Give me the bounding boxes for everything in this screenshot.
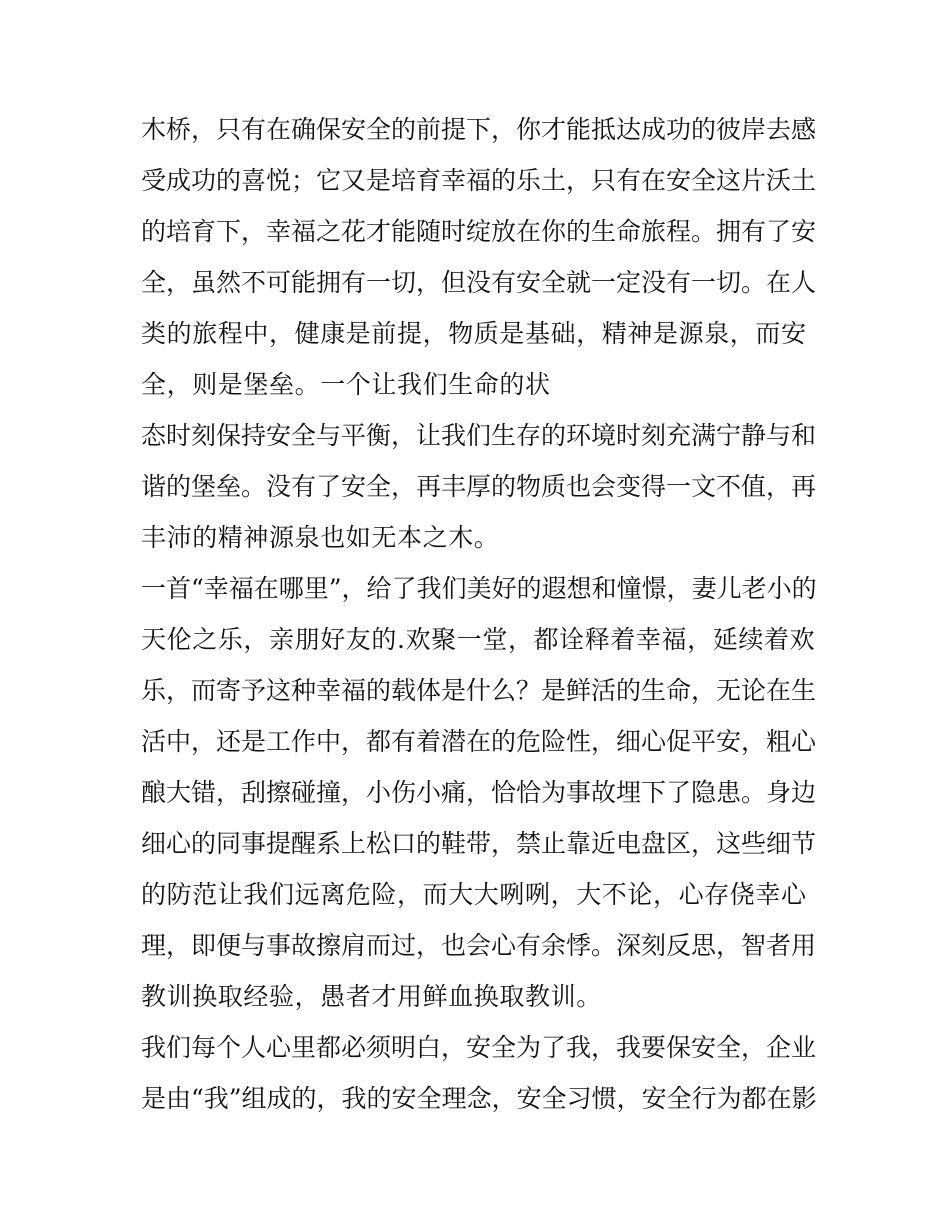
text-line: 天伦之乐，亲朋好友的.欢聚一堂，都诠释着幸福，延续着欢 xyxy=(141,625,816,654)
text-line: 酿大错，刮擦碰撞，小伤小痛，恰恰为事故埋下了隐患。身边 xyxy=(141,778,817,807)
text-line: 类的旅程中，健康是前提，物质是基础，精神是源泉，而安 xyxy=(141,319,807,348)
text-line: 全，虽然不可能拥有一切，但没有安全就一定没有一切。在人 xyxy=(141,268,817,297)
text-line: 理，即便与事故擦肩而过，也会心有余悸。深刻反思，智者用 xyxy=(141,931,817,960)
text-line: 一首“幸福在哪里”，给了我们美好的遐想和憧憬，妻儿老小的 xyxy=(141,574,817,603)
text-line: 的防范让我们远离危险，而大大咧咧，大不论，心存侥幸心 xyxy=(141,880,807,909)
text-line: 是由“我”组成的，我的安全理念，安全习惯，安全行为都在影 xyxy=(141,1084,817,1113)
text-line: 全，则是堡垒。一个让我们生命的状 xyxy=(141,370,551,399)
text-line: 教训换取经验，愚者才用鲜血换取教训。 xyxy=(141,982,602,1011)
text-line: 木桥，只有在确保安全的前提下，你才能抵达成功的彼岸去感 xyxy=(141,115,817,144)
text-line: 我们每个人心里都必须明白，安全为了我，我要保安全，企业 xyxy=(141,1033,817,1062)
text-line: 态时刻保持安全与平衡，让我们生存的环境时刻充满宁静与和 xyxy=(141,421,817,450)
text-line: 活中，还是工作中，都有着潜在的危险性，细心促平安，粗心 xyxy=(141,727,817,756)
text-line: 丰沛的精神源泉也如无本之木。 xyxy=(141,523,500,552)
text-line: 的培育下，幸福之花才能随时绽放在你的生命旅程。拥有了安 xyxy=(141,217,817,246)
text-line: 细心的同事提醒系上松口的鞋带，禁止靠近电盘区，这些细节 xyxy=(141,829,817,858)
text-line: 谐的堡垒。没有了安全，再丰厚的物质也会变得一文不值，再 xyxy=(141,472,817,501)
text-line: 乐，而寄予这种幸福的载体是什么？是鲜活的生命，无论在生 xyxy=(141,676,817,705)
text-line: 受成功的喜悦；它又是培育幸福的乐土，只有在安全这片沃土 xyxy=(141,166,817,195)
